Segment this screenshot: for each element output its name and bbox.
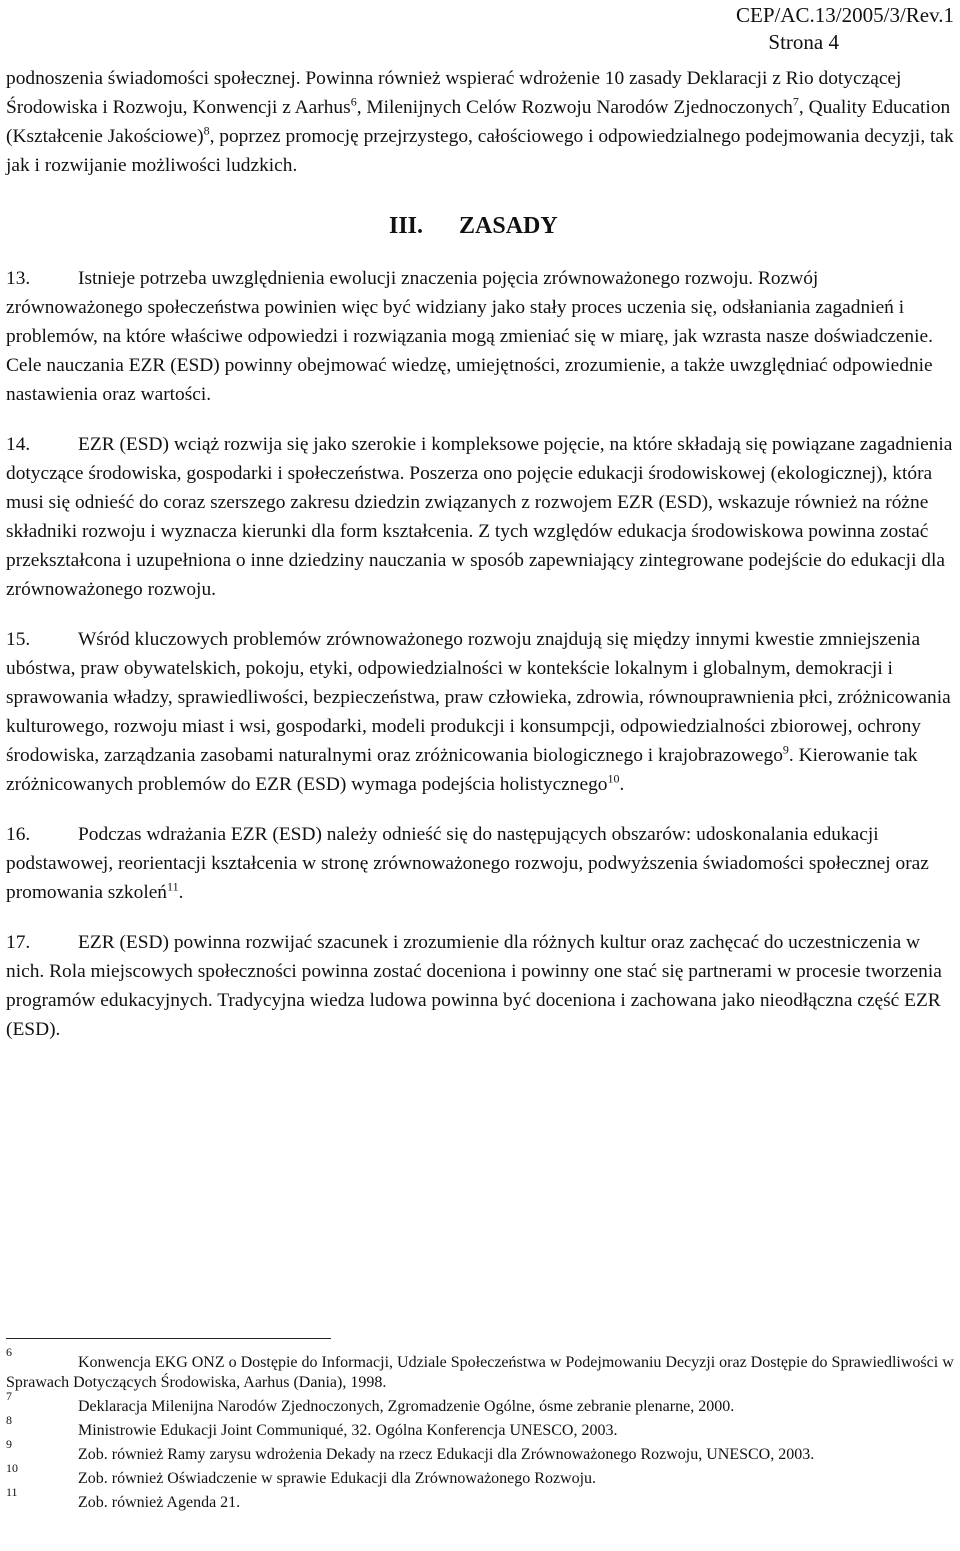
section-heading <box>6 211 956 241</box>
footnote-mark: 10 <box>6 1461 18 1475</box>
paragraph-14: 14. EZR (ESD) wciąż rozwija się jako szerokie i kompleksowe pojęcie, na które składają się powiązane zagadnienia dotyczące środowiska, gospodarki i społeczeństwa. Poszerza ono pojęcie edukacji środowiskowej (ekologicznej), która musi się odnieść do coraz szerszego zakresu dziedzin związanych z rozwojem EZR (ESD), wskazuje również na różne składniki rozwoju i wyznacza kierunki dla form kształcenia. Z tych względów edukacja środowiskowa powinna zostać przekształcona i uzupełniona o inne dziedziny nauczania w sposób zapewniający zintegrowane podejście do edukacji dla zrównoważonego rozwoju. <box>6 430 956 604</box>
section-number: III. <box>389 213 424 239</box>
footnote-mark: 6 <box>6 1345 12 1359</box>
footnote-mark: 9 <box>6 1437 12 1451</box>
footnote-ref-10[interactable]: 10 <box>607 771 620 786</box>
paragraph-13: 13. Istnieje potrzeba uwzględnienia ewolucji znaczenia pojęcia zrównoważonego rozwoju. Rozwój zrównoważonego społeczeństwa powinien więc być widziany jako stały proces uczenia się, odsłaniania zagadnień i problemów, na które właściwe odpowiedzi i rozwiązania mogą zmieniać się w miarę, jak wzrasta nasze doświadczenie. Cele nauczania EZR (ESD) powinny obejmować wiedzę, umiejętności, zrozumienie, a także uwzględniać odpowiednie nastawienia oraz wartości. <box>6 264 956 409</box>
paragraph-number: 14. <box>6 434 31 455</box>
footnote-ref-9[interactable]: 9 <box>782 742 789 757</box>
document-id: CEP/AC.13/2005/3/Rev.1 <box>736 3 954 27</box>
page-number: Strona 4 <box>768 30 839 54</box>
footnote-ref-11[interactable]: 11 <box>167 879 179 894</box>
footnote-8: 8 Ministrowie Edukacji Joint Communiqué, 32. Ogólna Konferencja UNESCO, 2003. <box>6 1413 618 1439</box>
footnote-mark: 11 <box>6 1485 18 1499</box>
footnote-ref-6[interactable]: 6 <box>350 94 357 109</box>
footnote-11: 11 Zob. również Agenda 21. <box>6 1485 241 1511</box>
paragraph-17: 17. EZR (ESD) powinna rozwijać szacunek i zrozumienie dla różnych kultur oraz zachęcać do uczestniczenia w nich. Rola miejscowych społeczności powinna zostać doceniona i powinny one stać się partnerami w procesie tworzenia programów edukacyjnych. Tradycyjna wiedza ludowa powinna być doceniona i zachowana jako nieodłączna część EZR (ESD). <box>6 928 956 1044</box>
footnote-10: 10 Zob. również Oświadczenie w sprawie Edukacji dla Zrównoważonego Rozwoju. <box>6 1461 597 1487</box>
paragraph-15: 15. Wśród kluczowych problemów zrównoważonego rozwoju znajdują się między innymi kwestie zmniejszenia ubóstwa, praw obywatelskich, pokoju, etyki, odpowiedzialności w kontekście lokalnym i globalnym, demokracji i sprawowania władzy, sprawiedliwości, bezpieczeństwa, praw człowieka, zdrowia, równouprawnienia płci, zróżnicowania kulturowego, rozwoju miast i wsi, gospodarki, modeli produkcji i konsumpcji, odpowiedzialności zbiorowej, ochrony środowiska, zarządzania zasobami naturalnymi oraz zróżnicowania biologicznego i krajobrazowego$^9$. Kierowanie tak zróżnicowanych problemów do EZR (ESD) wymaga podejścia holistycznego$^{10}$. <box>6 625 956 799</box>
section-title: ZASADY <box>459 213 558 239</box>
footnote-9: 9 Zob. również Ramy zarysu wdrożenia Dekady na rzecz Edukacji dla Zrównoważonego Rozwoju, UNESCO, 2003. <box>6 1437 815 1463</box>
continuation-paragraph: podnoszenia świadomości społecznej. Powinna również wspierać wdrożenie 10 zasady Deklaracji z Rio dotyczącej Środowiska i Rozwoju, Konwencji z Aarhus$^6$, Milenijnych Celów Rozwoju Narodów Zjednoczonych$^7$, Quality Education (Kształcenie Jakościowe)$^8$, poprzez promocję przejrzystego, całościowego i odpowiedzialnego podejmowania decyzji, tak jak i rozwijanie możliwości ludzkich. <box>6 68 954 176</box>
footnote-7: 7 Deklaracja Milenijna Narodów Zjednoczonych, Zgromadzenie Ogólne, ósme zebranie plenarne, 2000. <box>6 1389 735 1415</box>
paragraph-16: 16. Podczas wdrażania EZR (ESD) należy odnieść się do następujących obszarów: udoskonalania edukacji podstawowej, reorientacji kształcenia w stronę zrównoważonego rozwoju, podwyższenia świadomości społecznej oraz promowania szkoleń$^{11}$. <box>6 820 956 907</box>
footnote-mark: 7 <box>6 1389 12 1403</box>
paragraph-number: 16. <box>6 824 31 845</box>
paragraph-number: 17. <box>6 932 31 953</box>
footnote-mark: 8 <box>6 1413 12 1427</box>
footnote-separator <box>6 1338 331 1339</box>
footnote-ref-8[interactable]: 8 <box>203 123 210 138</box>
footnotes-section <box>6 1338 958 1517</box>
footnote-6: 6 Konwencja EKG ONZ o Dostępie do Informacji, Udziale Społeczeństwa w Podejmowaniu Decyzji oraz Dostępie do Sprawiedliwości w Sprawach Dotyczących Środowiska, Aarhus (Dania), 1998. <box>6 1345 954 1391</box>
paragraph-number: 15. <box>6 629 31 650</box>
paragraph-number: 13. <box>6 268 31 289</box>
document-body <box>6 64 956 1044</box>
page-header <box>736 2 954 56</box>
footnote-ref-7[interactable]: 7 <box>792 94 799 109</box>
